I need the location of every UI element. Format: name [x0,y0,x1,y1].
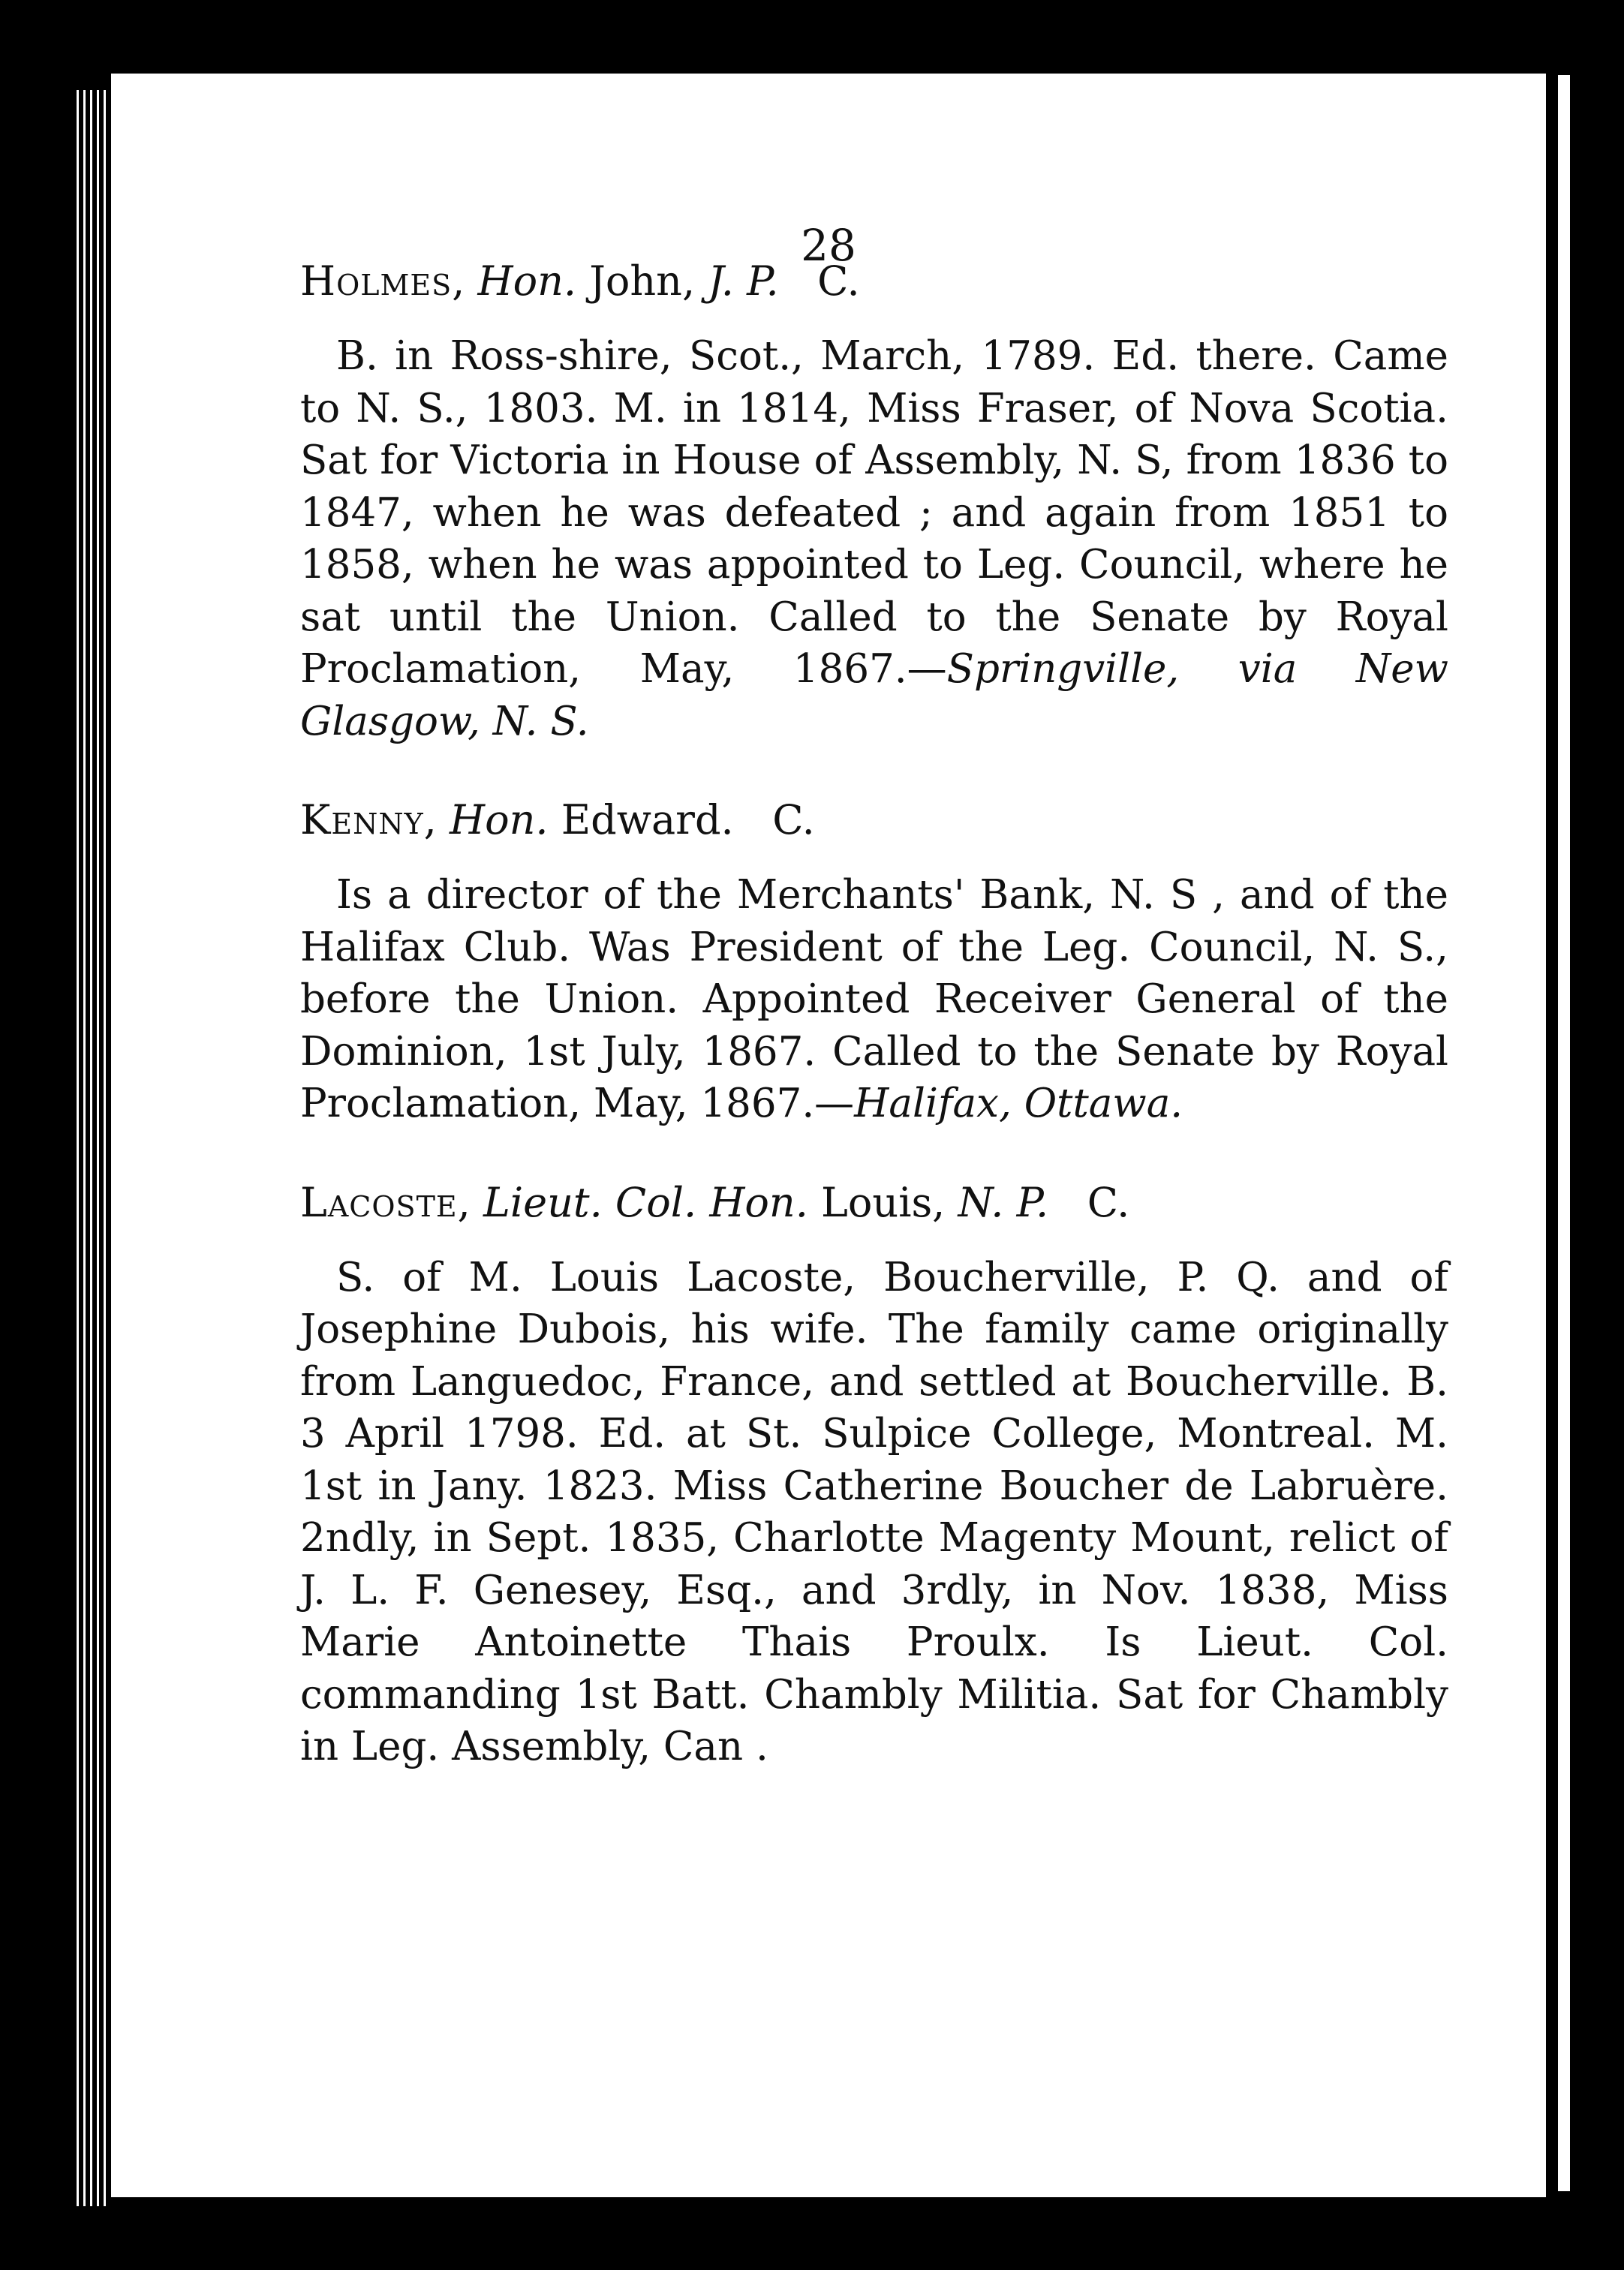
entry-given-name: Louis, [821,1178,946,1226]
left-binding-edge [72,90,107,2206]
entry-title: Hon. [477,257,577,305]
entry-party: C. [1087,1178,1130,1226]
entry-bio-text: B. in Ross-shire, Scot., March, 1789. Ed. there. Came to N. S., 1803. M. in 1814, Miss Fraser, of Nova Scotia. Sat for Victoria in House of Assembly, N. S, from 1836 to 1847, when he was defeated ; and again from 1851 to 1858, when he was appointed to Leg. Council, where he sat until the Union. Called to the Senate by Royal Proclamation, May, 1867.— [300,333,1448,692]
entry-surname: Lacoste [300,1178,458,1226]
entry-heading: Lacoste, Lieut. Col. Hon. Louis, N. P. C. [300,1178,1130,1226]
entry-biography [300,869,1448,1130]
entry-given-name: Edward. [561,796,734,843]
entry-party: C. [772,796,815,843]
entry-kenny [300,794,1448,1130]
entry-bio-text: S. of M. Louis Lacoste, Boucherville, P. Q. and of Josephine Dubois, his wife. The family came originally from Languedoc, France, and settled at Boucherville. B. 3 April 1798. Ed. at St. Sulpice College, Montreal. M. 1st in Jany. 1823. Miss Catherine Boucher de Labruère. 2ndly, in Sept. 1835, Charlotte Magenty Mount, relict of J. L. F. Genesey, Esq., and 3rdly, in Nov. 1838, Miss Marie Antoinette Thais Proulx. Is Lieut. Col. commanding 1st Batt. Chambly Militia. Sat for Chambly in Leg. Assembly, Can . [300,1254,1448,1769]
entry-title: Hon. [450,796,549,843]
entry-heading: Kenny, Hon. Edward. C. [300,796,815,843]
entry-postnominal: J. P. [708,257,779,305]
entry-party: C. [817,257,860,305]
entry-residence: Springville, via New Glasgow, N. S. [300,646,1448,744]
entry-lacoste [300,1177,1448,1773]
right-page-edge [1550,75,1570,2191]
entry-biography [300,330,1448,747]
entry-biography [300,1252,1448,1773]
entries-text [300,255,1448,1820]
entry-holmes [300,255,1448,747]
entry-surname: Kenny [300,796,424,843]
entry-given-name: John, [589,257,696,305]
entry-residence: Halifax, Ottawa. [854,1081,1183,1126]
page-number: 28 [801,220,856,271]
entry-surname: Holmes [300,257,453,305]
entry-bio-text: Is a director of the Merchants' Bank, N. S , and of the Halifax Club. Was President of the Leg. Council, N. S., before the Union. Appointed Receiver General of the Dominion, 1st July, 1867. Called to the Senate by Royal Proclamation, May, 1867.— [300,872,1448,1126]
entry-title: Lieut. Col. Hon. [483,1178,808,1226]
entry-heading: Holmes, Hon. John, J. P. C. [300,257,860,305]
entry-postnominal: N. P. [958,1178,1049,1226]
